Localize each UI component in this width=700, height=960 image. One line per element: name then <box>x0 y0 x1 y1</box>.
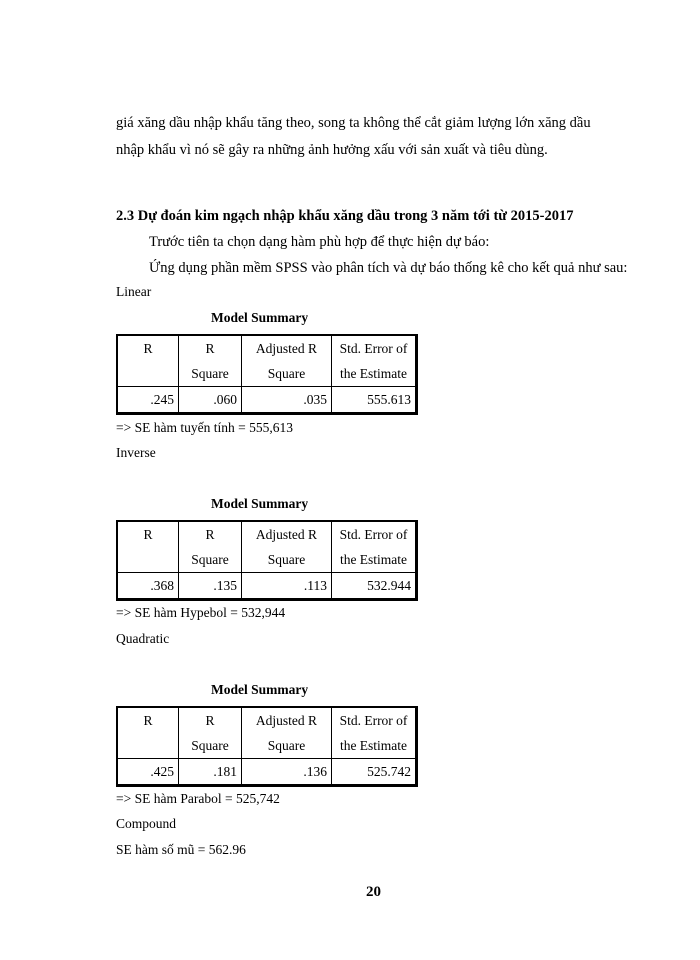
header-adjusted-line1: Adjusted R <box>255 341 318 356</box>
header-r-label: R <box>143 341 153 356</box>
model-name-inverse: Inverse <box>116 445 156 460</box>
section-paragraph-2: Ứng dụng phần mềm SPSS vào phân tích và dự báo thống kê cho kết quả như sau: <box>149 260 628 276</box>
table-header-row <box>117 335 417 387</box>
header-std-error-line2: the Estimate <box>339 552 408 567</box>
value-std-error: 525.742 <box>332 759 417 786</box>
table-header-row <box>117 521 417 573</box>
header-r-square-line1: R <box>205 527 215 542</box>
header-std-error-line2: the Estimate <box>339 738 408 753</box>
section-heading: 2.3 Dự đoán kim ngạch nhập khẩu xăng dầu trong 3 năm tới từ 2015-2017 <box>116 208 574 224</box>
value-r-square: .135 <box>179 573 242 600</box>
header-std-error <box>332 521 417 573</box>
value-std-error: 555.613 <box>332 387 417 414</box>
header-r <box>117 521 179 573</box>
header-r-square <box>179 707 242 759</box>
intro-line-1: giá xăng dầu nhập khẩu tăng theo, song ta không thể cắt giảm lượng lớn xăng dầu <box>116 115 591 131</box>
header-r-square <box>179 335 242 387</box>
se-note-quadratic: => SE hàm Parabol = 525,742 <box>116 791 280 806</box>
value-r: .245 <box>117 387 179 414</box>
header-adjusted-r-square <box>242 521 332 573</box>
page-number: 20 <box>366 884 381 900</box>
header-std-error-line1: Std. Error of <box>339 527 408 542</box>
header-adjusted-line1: Adjusted R <box>255 527 318 542</box>
header-std-error-line1: Std. Error of <box>339 341 408 356</box>
header-std-error-line1: Std. Error of <box>339 713 408 728</box>
table-caption-quadratic: Model Summary <box>211 682 309 697</box>
header-r <box>117 335 179 387</box>
value-r: .368 <box>117 573 179 600</box>
section-paragraph-1: Trước tiên ta chọn dạng hàm phù hợp để thực hiện dự báo: <box>149 234 490 250</box>
value-adjusted-r-square: .113 <box>242 573 332 600</box>
model-name-compound: Compound <box>116 816 177 831</box>
table-caption-inverse: Model Summary <box>211 496 309 511</box>
model-name-linear: Linear <box>116 284 152 299</box>
value-r-square: .060 <box>179 387 242 414</box>
table-caption-linear: Model Summary <box>211 310 309 325</box>
header-r-label: R <box>143 527 153 542</box>
se-note-linear: => SE hàm tuyến tính = 555,613 <box>116 420 293 435</box>
table-row <box>117 387 417 414</box>
header-adjusted-r-square <box>242 707 332 759</box>
header-std-error-line2: the Estimate <box>339 366 408 381</box>
table-row <box>117 759 417 786</box>
header-r-square-line2: Square <box>191 552 229 567</box>
header-std-error <box>332 707 417 759</box>
value-r-square: .181 <box>179 759 242 786</box>
value-adjusted-r-square: .136 <box>242 759 332 786</box>
header-r-square-line2: Square <box>191 738 229 753</box>
header-r-label: R <box>143 713 153 728</box>
header-adjusted-line2: Square <box>267 552 306 567</box>
value-adjusted-r-square: .035 <box>242 387 332 414</box>
model-summary-table-inverse <box>116 520 418 601</box>
header-r <box>117 707 179 759</box>
value-std-error: 532.944 <box>332 573 417 600</box>
header-r-square-line1: R <box>205 713 215 728</box>
header-std-error <box>332 335 417 387</box>
model-name-quadratic: Quadratic <box>116 631 170 646</box>
header-adjusted-line2: Square <box>267 366 306 381</box>
se-note-compound: SE hàm số mũ = 562.96 <box>116 842 246 857</box>
model-summary-table-linear <box>116 334 418 415</box>
header-adjusted-line2: Square <box>267 738 306 753</box>
header-adjusted-r-square <box>242 335 332 387</box>
intro-line-2: nhập khẩu vì nó sẽ gây ra những ảnh hưởng xấu với sản xuất và tiêu dùng. <box>116 142 548 158</box>
table-row <box>117 573 417 600</box>
model-summary-table-quadratic <box>116 706 418 787</box>
table-header-row <box>117 707 417 759</box>
header-r-square-line2: Square <box>191 366 229 381</box>
header-adjusted-line1: Adjusted R <box>255 713 318 728</box>
se-note-inverse: => SE hàm Hypebol = 532,944 <box>116 605 286 620</box>
value-r: .425 <box>117 759 179 786</box>
header-r-square-line1: R <box>205 341 215 356</box>
header-r-square <box>179 521 242 573</box>
